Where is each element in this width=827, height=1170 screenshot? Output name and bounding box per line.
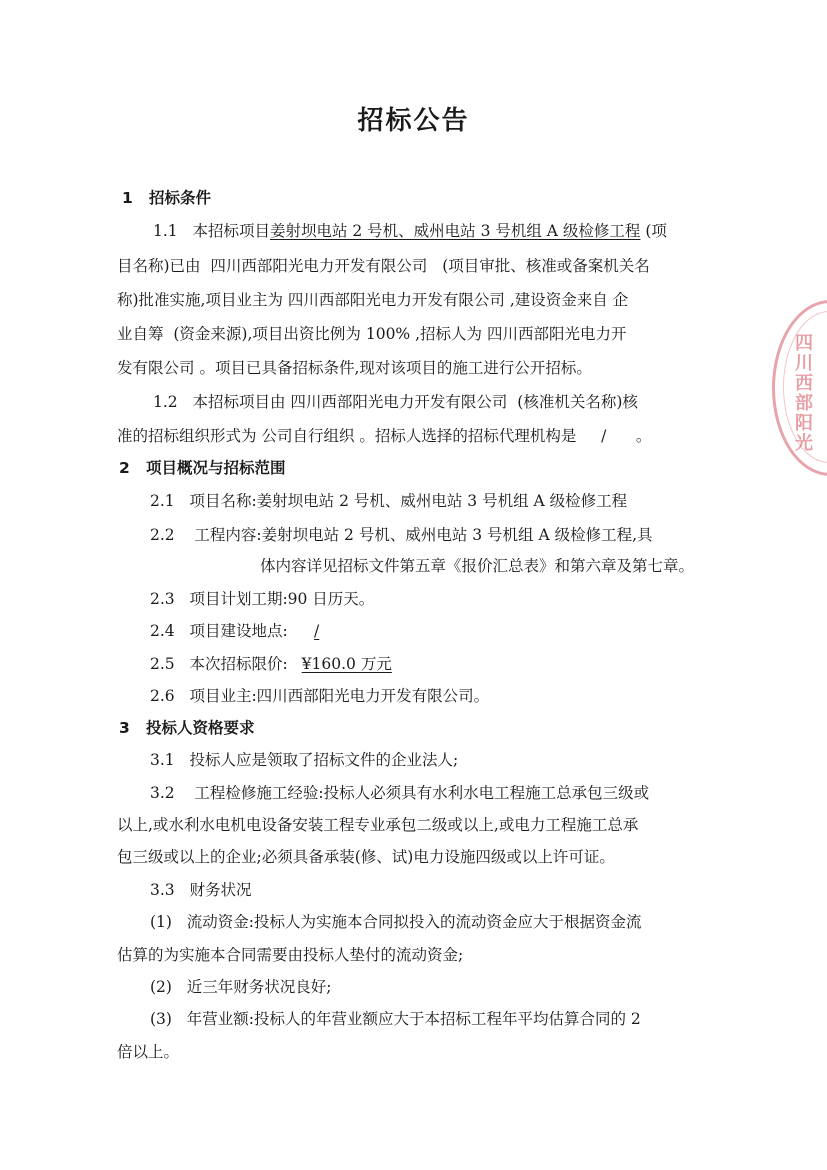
clause-number: (3) — [150, 1010, 172, 1028]
text: 。项目已具备招标条件,现对该项目的施工进行公开招标。 — [199, 359, 592, 377]
finance-3-line-2 — [117, 1042, 179, 1062]
item-2-4 — [150, 621, 346, 641]
agent-field: / — [601, 427, 607, 445]
clause-number: 1.1 — [153, 222, 178, 240]
item-2-3 — [150, 589, 374, 609]
clause-number: 2.1 — [150, 492, 175, 510]
section-title: 招标条件 — [149, 189, 212, 207]
item-3-2-line-3 — [117, 847, 615, 867]
section-1-heading — [122, 188, 211, 208]
section-number: 1 — [122, 189, 133, 207]
finance-1-line-2 — [117, 945, 463, 965]
text: 。招标人选择的招标代理机构是 — [359, 427, 577, 445]
text: 以上,或水利水电机电设备安装工程专业承包二级或以上,或电力工程施工总承 — [117, 816, 639, 834]
para-1-1-line-4 — [117, 324, 627, 344]
approver-field: 四川西部阳光电力开发有限公司 — [290, 393, 508, 411]
item-2-2 — [150, 525, 653, 545]
text: 流动资金:投标人为实施本合同拟投入的流动资金应大于根据资金流 — [186, 913, 642, 931]
text: (项目审批、核准或备案机关名 — [442, 257, 650, 275]
text: 工程检修施工经验:投标人必须具有水利水电工程施工总承包三级或 — [194, 784, 650, 802]
text: 估算的为实施本合同需要由投标人垫付的流动资金; — [117, 946, 464, 964]
item-2-5 — [150, 654, 398, 674]
text: (项 — [645, 222, 667, 240]
text: 工程内容:姜射坝电站 2 号机、威州电站 3 号机组 A 级检修工程,具 — [194, 526, 653, 544]
text: 项目名称:姜射坝电站 2 号机、威州电站 3 号机组 A 级检修工程 — [189, 492, 628, 510]
text: 项目建设地点: — [189, 622, 288, 640]
text: 投标人应是领取了招标文件的企业法人; — [189, 751, 459, 769]
para-1-1-line-2 — [117, 256, 650, 276]
location-field: / — [314, 622, 320, 640]
clause-number: 2.6 — [150, 687, 175, 705]
text: ,招标人为 — [415, 325, 483, 343]
item-2-1 — [150, 491, 627, 511]
section-title: 项目概况与招标范围 — [146, 459, 286, 477]
clause-number: 1.2 — [153, 393, 178, 411]
text: 财务状况 — [189, 881, 252, 899]
text: 称)批准实施,项目业主为 — [117, 291, 283, 309]
clause-number: 3.3 — [150, 881, 175, 899]
text: 包三级或以上的企业;必须具备承装(修、试)电力设施四级或以上许可证。 — [117, 848, 615, 866]
item-3-2-line-2 — [117, 815, 638, 835]
para-1-2-line-2 — [117, 426, 651, 446]
clause-number: 2.3 — [150, 590, 175, 608]
text: (核准机关名称)核 — [517, 393, 638, 411]
section-2-heading — [119, 458, 286, 478]
funding-field: 企 — [612, 291, 629, 309]
text: 业自筹 — [117, 325, 164, 343]
text: 年营业额:投标人的年营业额应大于本招标工程年平均估算合同的 2 — [186, 1010, 641, 1028]
clause-number: (2) — [150, 978, 172, 996]
clause-number: 2.2 — [150, 526, 175, 544]
section-number: 3 — [119, 719, 130, 737]
text: 项目计划工期:90 日历天。 — [189, 590, 375, 608]
clause-number: 3.1 — [150, 751, 175, 769]
ratio-field: 100% — [365, 325, 411, 343]
item-2-6 — [150, 686, 489, 706]
text: 本招标项目由 — [192, 393, 286, 411]
seal-text: 四川西部阳光 — [792, 333, 813, 453]
text: (资金来源),项目出资比例为 — [173, 325, 361, 343]
clause-number: (1) — [150, 913, 172, 931]
clause-number: 2.4 — [150, 622, 175, 640]
tenderer-field: 四川西部阳光电力开 — [486, 325, 627, 343]
text: 本招标项目 — [192, 222, 270, 240]
text: 倍以上。 — [117, 1043, 180, 1061]
price-limit-field: ¥160.0 万元 — [301, 655, 392, 673]
text: 本次招标限价: — [189, 655, 288, 673]
item-3-3 — [150, 880, 251, 900]
text: 近三年财务状况良好; — [186, 978, 332, 996]
clause-number: 3.2 — [150, 784, 175, 802]
text: 目名称)已由 — [117, 257, 201, 275]
item-3-1 — [150, 750, 458, 770]
section-3-heading — [119, 718, 255, 738]
section-title: 投标人资格要求 — [146, 719, 255, 737]
clause-number: 2.5 — [150, 655, 175, 673]
finance-1-line-1 — [150, 912, 641, 932]
project-name-field: 姜射坝电站 2 号机、威州电站 3 号机组 A 级检修工程 — [269, 222, 641, 240]
section-number: 2 — [119, 459, 130, 477]
para-1-2-line-1 — [153, 392, 638, 412]
text: 发有限公司 — [117, 359, 195, 377]
org-form-field: 公司自行组织 — [261, 427, 355, 445]
text: 准的招标组织形式为 — [117, 427, 257, 445]
text: 项目业主:四川西部阳光电力开发有限公司。 — [189, 687, 490, 705]
para-1-1-line-1 — [153, 221, 667, 241]
para-1-1-line-3 — [117, 290, 628, 310]
owner-field: 四川西部阳光电力开发有限公司 — [287, 291, 505, 309]
item-3-2-line-1 — [150, 783, 649, 803]
finance-3-line-1 — [150, 1009, 641, 1029]
text: 体内容详见招标文件第五章《报价汇总表》和第六章及第七章。 — [260, 557, 695, 575]
para-1-1-line-5 — [117, 358, 592, 378]
official-seal — [772, 300, 827, 476]
page-title: 招标公告 — [357, 106, 470, 136]
text: 。 — [635, 427, 652, 445]
finance-2 — [150, 977, 331, 997]
text: ,建设资金来自 — [509, 291, 608, 309]
item-2-2-line-2 — [260, 556, 694, 576]
approver-field: 四川西部阳光电力开发有限公司 — [210, 257, 428, 275]
